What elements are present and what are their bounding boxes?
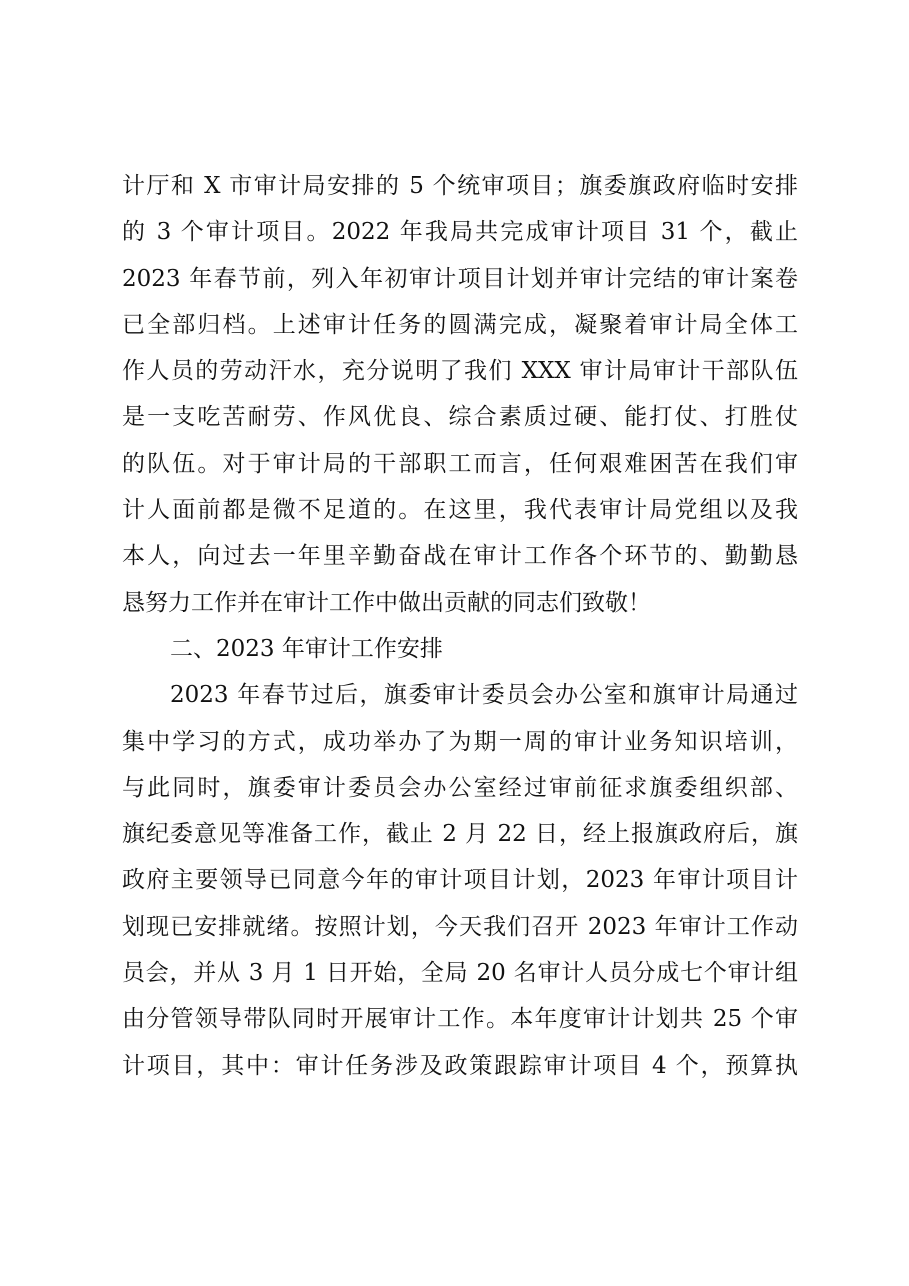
paragraph-1 [122, 163, 798, 626]
text-line: 已全部归档。上述审计任务的圆满完成，凝聚着审计局全体工 [122, 311, 798, 338]
text-line: 2023 年春节前，列入年初审计项目计划并审计完结的审计案卷 [122, 265, 798, 292]
text-line: 政府主要领导已同意今年的审计项目计划，2023 年审计项目计 [122, 867, 798, 894]
text-line: 本人，向过去一年里辛勤奋战在审计工作各个环节的、勤勤恳 [122, 543, 798, 570]
document-page [122, 163, 798, 1089]
text-line: 计项目，其中：审计任务涉及政策跟踪审计项目 4 个，预算执 [122, 1052, 798, 1079]
text-line: 恳努力工作并在审计工作中做出贡献的同志们致敬！ [122, 589, 651, 616]
text-line: 的队伍。对于审计局的干部职工而言，任何艰难困苦在我们审 [122, 450, 798, 477]
section-heading: 二、2023 年审计工作安排 [170, 635, 443, 662]
text-line: 划现已安排就绪。按照计划，今天我们召开 2023 年审计工作动 [122, 913, 798, 940]
text-line: 作人员的劳动汗水，充分说明了我们 XXX 审计局审计干部队伍 [122, 358, 798, 385]
text-line: 2023 年春节过后，旗委审计委员会办公室和旗审计局通过 [170, 682, 798, 709]
paragraph-2 [122, 672, 798, 1089]
text-line: 计厅和 X 市审计局安排的 5 个统审项目；旗委旗政府临时安排 [122, 173, 798, 199]
text-line: 计人面前都是微不足道的。在这里，我代表审计局党组以及我 [122, 497, 798, 524]
text-line: 员会，并从 3 月 1 日开始，全局 20 名审计人员分成七个审计组 [122, 960, 798, 987]
text-line: 旗纪委意见等准备工作，截止 2 月 22 日，经上报旗政府后，旗 [122, 821, 798, 848]
text-line: 由分管领导带队同时开展审计工作。本年度审计计划共 25 个审 [122, 1006, 798, 1033]
text-line: 集中学习的方式，成功举办了为期一周的审计业务知识培训， [122, 728, 798, 755]
text-line: 与此同时，旗委审计委员会办公室经过审前征求旗委组织部、 [122, 774, 798, 801]
text-line: 是一支吃苦耐劳、作风优良、综合素质过硬、能打仗、打胜仗 [122, 404, 798, 431]
text-line: 的 3 个审计项目。2022 年我局共完成审计项目 31 个，截止 [122, 219, 798, 246]
